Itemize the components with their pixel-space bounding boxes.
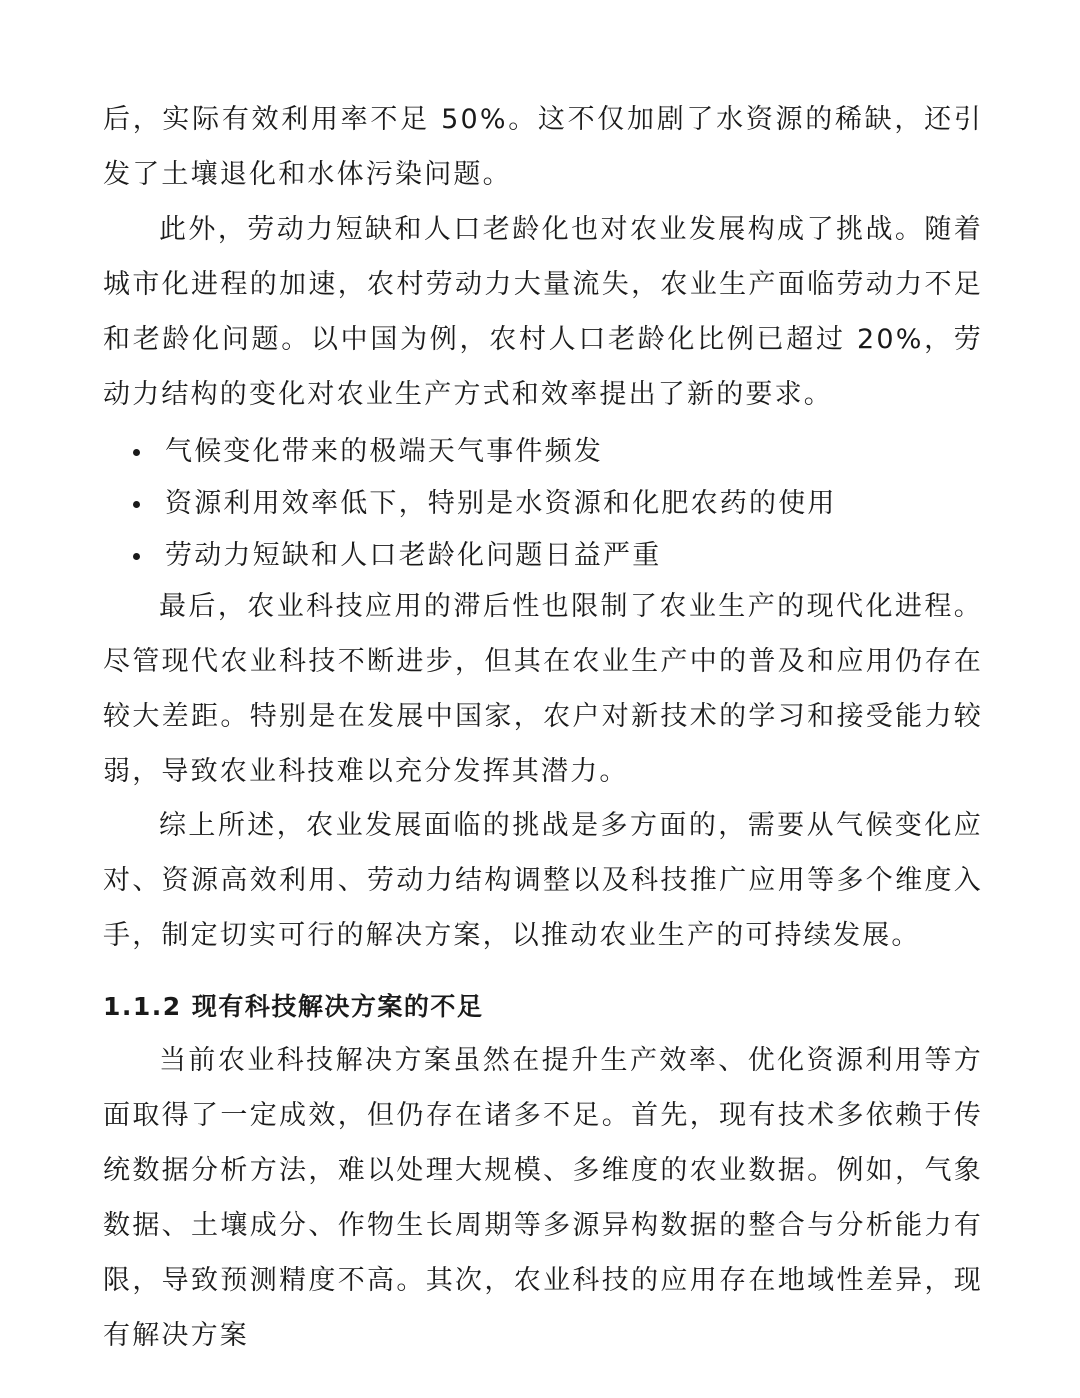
- paragraph-summary: 综上所述，农业发展面临的挑战是多方面的，需要从气候变化应对、资源高效利用、劳动力结构调整以及科技推广应用等多个维度入手，制定切实可行的解决方案，以推动农业生产的可持续发展。: [103, 810, 983, 951]
- bullet-dot-icon: [133, 501, 140, 508]
- bullet-text: 资源利用效率低下，特别是水资源和化肥农药的使用: [165, 488, 837, 519]
- bullet-dot-icon: [133, 553, 140, 560]
- paragraph-current-solutions: 当前农业科技解决方案虽然在提升生产效率、优化资源利用等方面取得了一定成效，但仍存在诸多不足。首先，现有技术多依赖于传统数据分析方法，难以处理大规模、多维度的农业数据。例如，气象数据、土壤成分、作物生长周期等多源异构数据的整合与分析能力有限，导致预测精度不高。其次，农业科技的应用存在地域性差异，现有解决方案: [103, 1045, 983, 1351]
- bullet-dot-icon: [133, 449, 140, 456]
- bullet-item-resources: [103, 478, 983, 530]
- section-heading: 1.1.2 现有科技解决方案的不足: [103, 992, 484, 1021]
- paragraph-labor-shortage: 此外，劳动力短缺和人口老龄化也对农业发展构成了挑战。随着城市化进程的加速，农村劳动力大量流失，农业生产面临劳动力不足和老龄化问题。以中国为例，农村人口老龄化比例已超过 20%，劳动力结构的变化对农业生产方式和效率提出了新的要求。: [103, 214, 983, 410]
- bullet-text: 劳动力短缺和人口老龄化问题日益严重: [165, 540, 662, 571]
- bullet-item-labor: [103, 530, 983, 582]
- bullet-text: 气候变化带来的极端天气事件频发: [165, 436, 603, 467]
- paragraph-technology-lag: 最后，农业科技应用的滞后性也限制了农业生产的现代化进程。尽管现代农业科技不断进步，但其在农业生产中的普及和应用仍存在较大差距。特别是在发展中国家，农户对新技术的学习和接受能力较弱，导致农业科技难以充分发挥其潜力。: [103, 591, 983, 787]
- paragraph-water-usage: 后，实际有效利用率不足 50%。这不仅加剧了水资源的稀缺，还引发了土壤退化和水体污染问题。: [103, 104, 983, 190]
- challenge-bullet-list: [103, 426, 983, 582]
- bullet-item-climate: [103, 426, 983, 478]
